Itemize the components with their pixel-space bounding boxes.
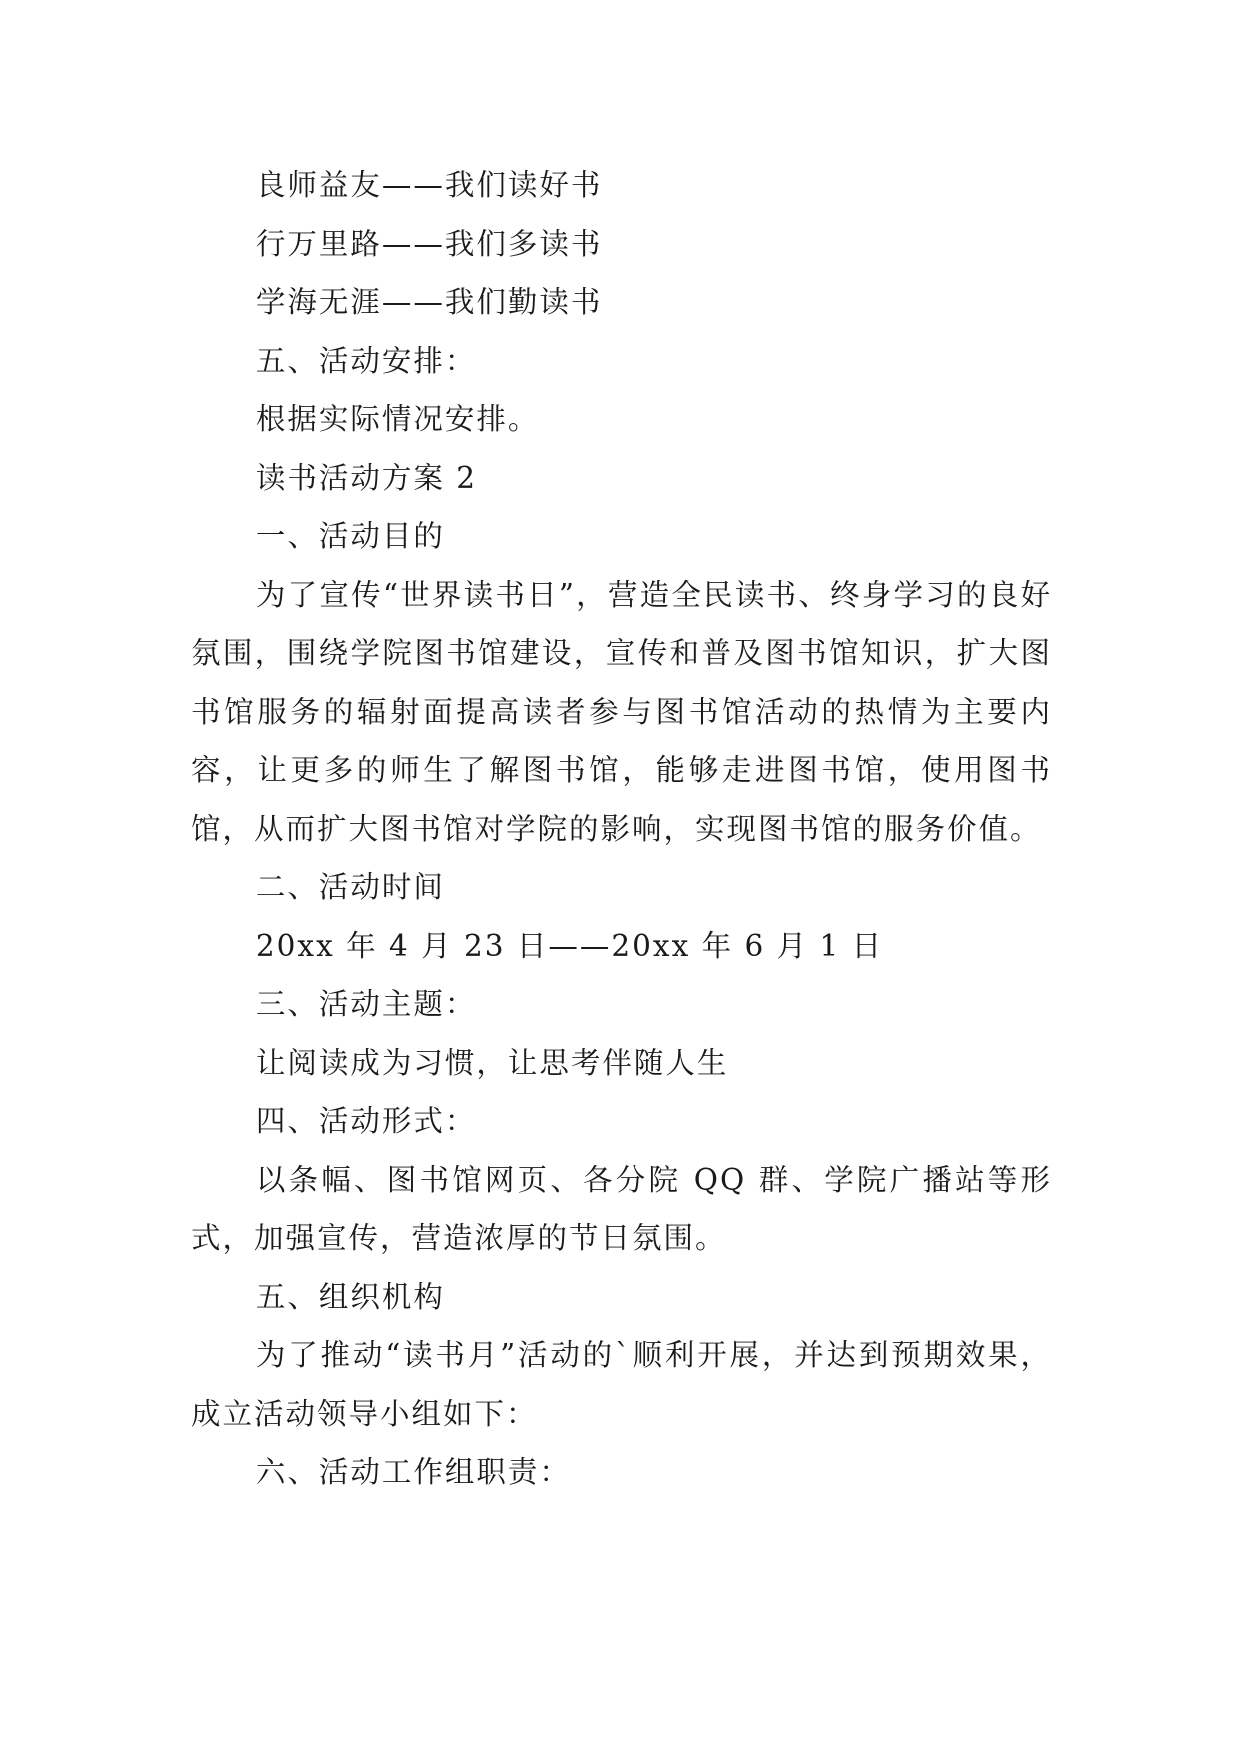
plan-title: 读书活动方案 2 bbox=[255, 460, 478, 495]
section-heading-organization: 五、组织机构 bbox=[255, 1279, 445, 1314]
theme-text: 让阅读成为习惯，让思考伴随人生 bbox=[255, 1045, 729, 1080]
document-body bbox=[191, 156, 1052, 1502]
section-heading-time: 二、活动时间 bbox=[255, 870, 445, 904]
section-heading-duties: 六、活动工作组职责： bbox=[255, 1455, 571, 1489]
slogan-line-1: 良师益友——我们读好书 bbox=[255, 168, 603, 202]
purpose-text: 为了宣传“世界读书日”，营造全民读书、终身学习的良好氛围，围绕学院图书馆建设，宣传和普及图书馆知识，扩大图书馆服务的辐射面提高读者参与图书馆活动的热情为主要内容，让更多的师生了解图书馆，能够走进图书馆，使用图书馆，从而扩大图书馆对学院的影响，实现图书馆的服务价值。 bbox=[191, 577, 1052, 846]
slogan-line-2: 行万里路——我们多读书 bbox=[255, 226, 603, 261]
section-heading-purpose: 一、活动目的 bbox=[255, 519, 445, 553]
organization-text: 为了推动“读书月”活动的`顺利开展，并达到预期效果，成立活动领导小组如下： bbox=[191, 1338, 1052, 1431]
section-heading-theme: 三、活动主题： bbox=[255, 987, 477, 1021]
section-heading-format: 四、活动形式： bbox=[255, 1104, 477, 1138]
arrangement-text: 根据实际情况安排。 bbox=[255, 402, 540, 436]
section-heading-arrangement: 五、活动安排： bbox=[255, 343, 477, 378]
slogan-line-3: 学海无涯——我们勤读书 bbox=[255, 285, 603, 319]
time-text: 20xx 年 4 月 23 日——20xx 年 6 月 1 日 bbox=[255, 928, 884, 963]
format-text: 以条幅、图书馆网页、各分院 QQ 群、学院广播站等形式，加强宣传，营造浓厚的节日氛围。 bbox=[191, 1162, 1052, 1255]
